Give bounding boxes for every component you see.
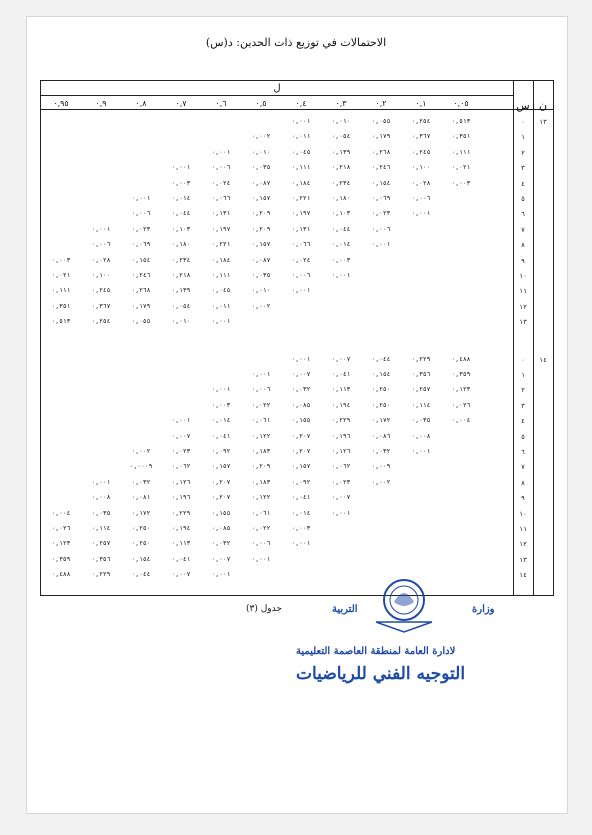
p-header: ٠,٩٥ — [53, 99, 69, 108]
s-value: ٦ — [521, 210, 525, 219]
probability-cell: ٠,٠٨٥ — [291, 401, 311, 409]
probability-cell: ٠,٠٩٢ — [291, 478, 311, 486]
probability-cell: ٠,٠٠٧ — [211, 555, 231, 563]
probability-cell: ٠,٢٥٧ — [411, 386, 431, 394]
table-row — [41, 223, 553, 237]
probability-cell: ٠,٠٦٢ — [331, 463, 351, 471]
s-value: ٤ — [521, 417, 525, 426]
s-value: ١ — [521, 133, 525, 142]
probability-cell: ٠,٠٩٢ — [211, 448, 231, 455]
probability-cell: ٠,١٥٧ — [251, 195, 271, 202]
probability-cell: ٠,٢٣٤ — [171, 256, 191, 264]
probability-cell: ٠,٠٥٤ — [331, 133, 351, 141]
table-row — [41, 568, 553, 582]
probability-cell: ٠,٠٠١ — [371, 241, 391, 249]
probability-cell: ٠,٣٥٦ — [411, 371, 431, 378]
p-header: ٠,٨ — [135, 99, 147, 108]
probability-cell: ٠,٤٨٨ — [51, 571, 71, 579]
probability-cell: ٠,٢٤٥ — [411, 148, 431, 156]
table-row — [41, 430, 553, 444]
probability-cell: ٠,٠٥٥ — [371, 118, 391, 125]
probability-cell: ٠,٢٥٤ — [411, 118, 431, 125]
probability-cell: ٠,٠٠١ — [91, 225, 111, 233]
s-value: ١٠ — [519, 509, 527, 518]
probability-cell: ٠,١١٤ — [91, 525, 111, 532]
probability-cell: ٠,٢٠٧ — [291, 448, 311, 455]
table-caption: جدول (٣) — [246, 604, 282, 614]
probability-cell: ٠,١١١ — [291, 164, 311, 172]
probability-cell: ٠,٣٥٩ — [51, 555, 71, 563]
probability-cell: ٠,٢١٨ — [331, 164, 351, 172]
probability-cell: ٠,١٢٣ — [51, 540, 71, 548]
table-row — [41, 368, 553, 382]
table-row — [41, 192, 553, 206]
table-row — [41, 491, 553, 505]
probability-cell: ٠,١٢٢ — [251, 494, 271, 502]
probability-cell: ٠,٠٢٨ — [411, 179, 431, 187]
s-value: ٧ — [521, 463, 525, 472]
s-value: ٢ — [521, 386, 525, 395]
probability-cell: ٠,٠٠٦ — [91, 241, 111, 249]
probability-cell: ٠,٢٢٩ — [91, 571, 111, 579]
s-value: ٠ — [521, 118, 525, 126]
table-row — [41, 269, 553, 283]
probability-cell: ٠,٠٠٤ — [451, 417, 471, 425]
probability-cell: ٠,١٥٥ — [211, 509, 231, 517]
probability-cell: ٠,٠٠٦ — [371, 225, 391, 233]
table-row — [41, 522, 553, 536]
probability-cell: ٠,٣٦٧ — [91, 302, 111, 310]
table-row — [41, 537, 553, 551]
probability-cell: ٠,٣٥١ — [51, 302, 71, 310]
probability-cell: ٠,٠٢٨ — [91, 256, 111, 264]
probability-cell: ٠,٠٨٦ — [371, 432, 391, 440]
s-value: ٧ — [521, 225, 525, 234]
probability-cell: ٠,١٩٧ — [211, 225, 231, 233]
table-row — [41, 553, 553, 567]
probability-cell: ٠,٢٢٩ — [411, 355, 431, 363]
probability-cell: ٠,١٧٢ — [131, 509, 151, 517]
probability-cell: ٠,٠٢٤ — [291, 256, 311, 264]
probability-cell: ٠,١٥٧ — [251, 241, 271, 249]
s-value: ٢ — [521, 148, 525, 157]
probability-cell: ٠,٠٠١ — [211, 148, 231, 156]
probability-cell: ٠,٠٠٢ — [371, 478, 391, 486]
table-row — [41, 460, 553, 474]
probability-cell: ٠,٠٤٥ — [211, 287, 231, 295]
p-header: ٠,٤ — [295, 99, 307, 108]
probability-cell: ٠,٠٤١ — [331, 371, 351, 378]
probability-cell: ٠,٠٠١ — [291, 355, 311, 363]
probability-cell: ٠,٠٠١ — [291, 540, 311, 548]
probability-cell: ٠,١٢٦ — [171, 478, 191, 486]
probability-cell: ٠,٠١٤ — [211, 417, 231, 425]
probability-cell: ٠,٣٥٩ — [451, 371, 471, 378]
probability-cell: ٠,٠٦٦ — [291, 241, 311, 249]
probability-cell: ٠,١٧٩ — [371, 133, 391, 141]
s-value: ١١ — [519, 287, 527, 296]
probability-cell: ٠,٠٤٥ — [291, 148, 311, 156]
table-row — [41, 383, 553, 397]
table-row — [41, 476, 553, 490]
probability-cell: ٠,٢٣٤ — [331, 179, 351, 187]
s-value: ٦ — [521, 448, 525, 456]
probability-cell: ٠,٠٢١ — [451, 164, 471, 172]
probability-cell: ٠,١٣١ — [211, 210, 231, 218]
probability-cell: ٠,٢٢١ — [291, 195, 311, 202]
s-value: ١٢ — [519, 302, 527, 311]
probability-cell: ٠,٠٠١ — [171, 417, 191, 425]
probability-cell: ٠,٠١٤ — [331, 241, 351, 249]
n-value: ١٤ — [539, 355, 547, 364]
probability-cell: ٠,٠٠٣ — [451, 179, 471, 187]
probability-cell: ٠,٢١٨ — [171, 272, 191, 279]
probability-cell: ٠,٠٠٦ — [131, 210, 151, 218]
probability-cell: ٠,٢٥٠ — [131, 525, 151, 532]
probability-cell: ٠,٠٦١ — [251, 417, 271, 425]
probability-cell: ٠,٣٥١ — [451, 133, 471, 141]
s-value: ١٣ — [519, 555, 527, 564]
stamp-dept-line: التوجيه الفني للرياضيات — [296, 664, 466, 684]
probability-cell: ٠,١٠٠ — [411, 164, 431, 172]
s-value: ٨ — [521, 241, 525, 250]
probability-cell: ٠,٠٠٨ — [91, 494, 111, 502]
probability-cell: ٠,٠٣٢ — [131, 478, 151, 486]
probability-cell: ٠,٠٦٦ — [211, 195, 231, 202]
probability-cell: ٠,١٩٤ — [171, 525, 191, 532]
probability-cell: ٠,٠٠٢ — [131, 448, 151, 455]
probability-cell: ٠,٠٤٤ — [171, 210, 191, 218]
s-value: ١ — [521, 371, 525, 379]
probability-cell: ٠,٠٥٤ — [171, 302, 191, 310]
probability-cell: ٠,٠٥٥ — [131, 318, 151, 326]
probability-cell: ٠,١٣١ — [291, 225, 311, 233]
probability-cell: ٠,٢٠٧ — [291, 432, 311, 440]
p-header: ٠,٠٥ — [453, 99, 469, 108]
probability-cell: ٠,١٠٣ — [331, 210, 351, 218]
probability-cell: ٠,٠٠٧ — [171, 432, 191, 440]
s-value: ٣ — [521, 401, 525, 410]
probability-cell: ٠,٢٤٥ — [91, 287, 111, 295]
probability-cell: ٠,٠١٠ — [171, 318, 191, 326]
probability-cell: ٠,٠٢٢ — [251, 401, 271, 409]
probability-cell: ٠,٠٢٦ — [51, 525, 71, 532]
probability-cell: ٠,٠٢٣ — [171, 448, 191, 455]
probability-cell: ٠,٠١٠ — [251, 148, 271, 156]
s-value: ٩ — [521, 494, 525, 503]
probability-cell: ٠,٠٠٣ — [291, 525, 311, 532]
s-value: ١٤ — [519, 571, 527, 580]
probability-cell: ٠,٢٥٠ — [131, 540, 151, 548]
probability-cell: ٠,٥١٣ — [451, 118, 471, 125]
probability-cell: ٠,٠٢٣ — [371, 210, 391, 218]
probability-cell: ٠,١٥٤ — [371, 371, 391, 378]
p-header: ٠,٦ — [215, 99, 227, 108]
table-row — [41, 399, 553, 413]
probability-cell: ٠,٠٠٣ — [171, 179, 191, 187]
lambda-label: ل — [273, 83, 281, 94]
probability-cell: ٠,١٨٤ — [291, 179, 311, 187]
probability-cell: ٠,١٣٩ — [331, 148, 351, 156]
probability-cell: ٠,٣٦٧ — [411, 133, 431, 141]
probability-cell: ٠,٢٥٧ — [91, 540, 111, 548]
probability-cell: ٠,٢٦٨ — [371, 148, 391, 156]
probability-cell: ٠,١٥٤ — [131, 256, 151, 264]
probability-cell: ٠,٠٢٣ — [131, 225, 151, 233]
p-header: ٠,١ — [415, 99, 427, 108]
probability-cell: ٠,٠٦٩ — [371, 195, 391, 202]
probability-cell: ٠,٠١٤ — [171, 195, 191, 202]
probability-cell: ٠,٠٠٧ — [171, 571, 191, 579]
probability-cell: ٠,٠٠١ — [291, 118, 311, 125]
p-header: ٠,٢ — [375, 99, 387, 108]
probability-cell: ٠,٢٥٤ — [91, 318, 111, 326]
s-value: ٣ — [521, 164, 525, 173]
probability-cell: ٠,٠٣٥ — [251, 164, 271, 172]
probability-cell: ٠,١١١ — [451, 148, 471, 156]
probability-cell: ٠,١٧٩ — [131, 302, 151, 310]
probability-cell: ٠,١٧٢ — [371, 417, 391, 425]
probability-cell: ٠,٠٦٢ — [171, 463, 191, 471]
probability-cell: ٠,١٠٠ — [91, 272, 111, 279]
header-divider — [41, 109, 553, 110]
table-row — [41, 146, 553, 160]
probability-cell: ٠,٠٠١ — [251, 371, 271, 378]
table-row — [41, 177, 553, 191]
probability-cell: ٠,٢٥٠ — [371, 386, 391, 394]
s-value: ١٢ — [519, 540, 527, 549]
probability-cell: ٠,٠٠٦ — [251, 386, 271, 394]
probability-cell: ٠,٠١١ — [211, 302, 231, 310]
probability-cell: ٠,٠٣٢ — [211, 540, 231, 548]
probability-cell: ٠,٠٠١ — [331, 272, 351, 279]
probability-cell: ٠,٠٠٧ — [331, 355, 351, 363]
probability-cell: ٠,٢٠٩ — [251, 225, 271, 233]
probability-cell: ٠,١٢٦ — [331, 448, 351, 455]
probability-cell: ٠,٠٠٣ — [331, 256, 351, 264]
s-value: ٨ — [521, 478, 525, 487]
table-row — [41, 414, 553, 428]
probability-cell: ٠,٠١٠ — [331, 118, 351, 125]
probability-cell: ٠,٢٠٩ — [251, 210, 271, 218]
probability-cell: ٠,١٩٦ — [331, 432, 351, 440]
probability-cell: ٠,٠٠٦ — [251, 540, 271, 548]
stamp-admin-line: لادارة العامة لمنطقة العاصمة التعليمية — [296, 646, 456, 657]
p-header: ٠,٧ — [175, 99, 187, 108]
table-row — [41, 445, 553, 459]
probability-cell: ٠,٢٠٧ — [211, 478, 231, 486]
header-divider — [41, 95, 513, 96]
probability-cell: ٠,١١٣ — [331, 386, 351, 394]
probability-cell: ٠,٣٥٦ — [91, 555, 111, 563]
probability-cell: ٠,١١١ — [211, 272, 231, 279]
probability-cell: ٠,٠١١ — [291, 133, 311, 141]
probability-cell: ٠,٠١٠ — [251, 287, 271, 295]
probability-cell: ٠,٠٨١ — [131, 494, 151, 502]
probability-cell: ٠,٠٠٧ — [291, 371, 311, 378]
probability-cell: ٠,٠٢١ — [51, 272, 71, 279]
probability-cell: ٠,٢٦٨ — [131, 287, 151, 295]
probability-cell: ٠,٠٠٢ — [251, 302, 271, 310]
probability-cell: ٠,٠٠٩ — [371, 463, 391, 471]
p-header: ٠,٣ — [335, 99, 347, 108]
probability-cell: ٠,٢٠٩ — [251, 463, 271, 471]
probability-cell: ٠,١٨٣ — [251, 478, 271, 486]
probability-cell: ٠,٠٢٤ — [211, 179, 231, 187]
probability-cell: ٠,١١٤ — [411, 401, 431, 409]
probability-cell: ٠,٠٠١ — [251, 555, 271, 563]
table-row — [41, 115, 553, 129]
probability-cell: ٠,١٨٤ — [211, 256, 231, 264]
probability-cell: ٠,١٥٧ — [211, 463, 231, 471]
p-header: ٠,٥ — [255, 99, 267, 108]
probability-cell: ٠,١٢٣ — [451, 386, 471, 394]
probability-cell: ٠,٠٣٥ — [411, 417, 431, 425]
probability-cell: ٠,٠٢٦ — [451, 401, 471, 409]
table-row — [41, 284, 553, 298]
p-header: ٠,٩ — [95, 99, 107, 108]
probability-cell: ٠,٠٠١ — [331, 509, 351, 517]
probability-cell: ٠,٠٠١ — [211, 571, 231, 579]
probability-cell: ٠,٢٢٩ — [171, 509, 191, 517]
probability-cell: ٠,٠٠١ — [411, 448, 431, 455]
binomial-table — [40, 80, 554, 596]
probability-cell: ٠,٢٥٠ — [371, 401, 391, 409]
probability-cell: ٠,٠٠٢ — [251, 133, 271, 141]
probability-cell: ٠,٠٨٧ — [251, 256, 271, 264]
table-row — [41, 507, 553, 521]
probability-cell: ٠,١٩٧ — [291, 210, 311, 218]
s-value: ٥ — [521, 432, 525, 441]
probability-cell: ٠,٤٨٨ — [451, 355, 471, 363]
table-row — [41, 353, 553, 367]
table-row — [41, 300, 553, 314]
probability-cell: ٠,٢٢١ — [211, 241, 231, 249]
probability-cell: ٠,١٣٩ — [171, 287, 191, 295]
stamp-ministry-2: التربية — [332, 604, 358, 615]
probability-cell: ٠,٥١٣ — [51, 318, 71, 326]
probability-cell: ٠,٠٣٢ — [371, 448, 391, 455]
s-value: ١٠ — [519, 272, 527, 280]
probability-cell: ٠,١٥٧ — [291, 463, 311, 471]
probability-cell: ٠,٢٤٦ — [371, 164, 391, 172]
probability-cell: ٠,٠٦٩ — [131, 241, 151, 249]
s-value: ١١ — [519, 525, 527, 533]
probability-cell: ٠,٠٠٦ — [291, 272, 311, 279]
probability-cell: ٠,٠٢٢ — [251, 525, 271, 532]
probability-cell: ٠,٢٢٩ — [331, 417, 351, 425]
probability-cell: ٠,٢٠٧ — [211, 494, 231, 502]
probability-cell: ٠,٠٦١ — [251, 509, 271, 517]
probability-cell: ٠,١٩٤ — [331, 401, 351, 409]
probability-cell: ٠,٠٤١ — [171, 555, 191, 563]
probability-cell: ٠,٠٠٣ — [211, 401, 231, 409]
table-row — [41, 130, 553, 144]
table-row — [41, 161, 553, 175]
probability-cell: ٠,٠٣٥ — [91, 509, 111, 517]
probability-cell: ٠,٠٨٧ — [251, 179, 271, 187]
table-row — [41, 315, 553, 329]
probability-cell: ٠,١٠٣ — [171, 225, 191, 233]
probability-cell: ٠,٠٠٠٩ — [129, 463, 153, 471]
table-row — [41, 254, 553, 268]
probability-cell: ٠,٠٠٧ — [331, 494, 351, 502]
s-value: ٥ — [521, 195, 525, 203]
ministry-seal-icon — [372, 572, 436, 636]
probability-cell: ٠,١٥٥ — [291, 417, 311, 425]
probability-cell: ٠,١٢٢ — [251, 432, 271, 440]
probability-cell: ٠,٠٤٤ — [331, 225, 351, 233]
s-value: ٠ — [521, 355, 525, 364]
probability-cell: ٠,٠٨٥ — [211, 525, 231, 532]
probability-cell: ٠,٠٠٣ — [51, 256, 71, 264]
stamp-ministry: وزارة — [472, 604, 495, 615]
probability-cell: ٠,٠٤١ — [211, 432, 231, 440]
probability-cell: ٠,٠٠١ — [411, 210, 431, 218]
probability-cell: ٠,٠٠١ — [91, 478, 111, 486]
probability-cell: ٠,٠٠١ — [171, 164, 191, 172]
n-value: ١٣ — [539, 118, 547, 126]
probability-cell: ٠,٠٢٣ — [331, 478, 351, 486]
table-row — [41, 238, 553, 252]
probability-cell: ٠,١٩٦ — [171, 494, 191, 502]
n-header: ن — [538, 99, 548, 112]
probability-cell: ٠,٠٠٨ — [411, 432, 431, 440]
probability-cell: ٠,٠٠١ — [211, 386, 231, 394]
probability-cell: ٠,١٨٣ — [251, 448, 271, 455]
probability-cell: ٠,٠٣٥ — [251, 272, 271, 279]
table-row — [41, 207, 553, 221]
probability-cell: ٠,١١١ — [51, 287, 71, 295]
probability-cell: ٠,٠٠٤ — [51, 509, 71, 517]
probability-cell: ٠,٠٠١ — [291, 287, 311, 295]
table-title: الاحتمالات في توزيع ذات الحدين: د(س) — [205, 36, 387, 49]
probability-cell: ٠,٠٤٤ — [131, 571, 151, 579]
s-value: ١٣ — [519, 318, 527, 327]
probability-cell: ٠,١١٣ — [171, 540, 191, 548]
s-value: ٩ — [521, 256, 525, 265]
probability-cell: ٠,٠١٤ — [291, 509, 311, 517]
probability-cell: ٠,٠٠٦ — [411, 195, 431, 202]
probability-cell: ٠,١٥٤ — [371, 179, 391, 187]
probability-cell: ٠,٠٠٦ — [211, 164, 231, 172]
probability-cell: ٠,٠٠١ — [211, 318, 231, 326]
probability-cell: ٠,١٨٠ — [331, 195, 351, 202]
probability-cell: ٠,٢٤٦ — [131, 272, 151, 279]
s-value: ٤ — [521, 179, 525, 188]
probability-cell: ٠,٠٤١ — [291, 494, 311, 502]
probability-cell: ٠,١٨٠ — [171, 241, 191, 249]
probability-cell: ٠,١٥٤ — [131, 555, 151, 563]
probability-cell: ٠,٠٤٤ — [371, 355, 391, 363]
s-header: س — [516, 99, 530, 112]
probability-cell: ٠,٠٣٢ — [291, 386, 311, 394]
probability-cell: ٠,٠٠١ — [131, 195, 151, 202]
